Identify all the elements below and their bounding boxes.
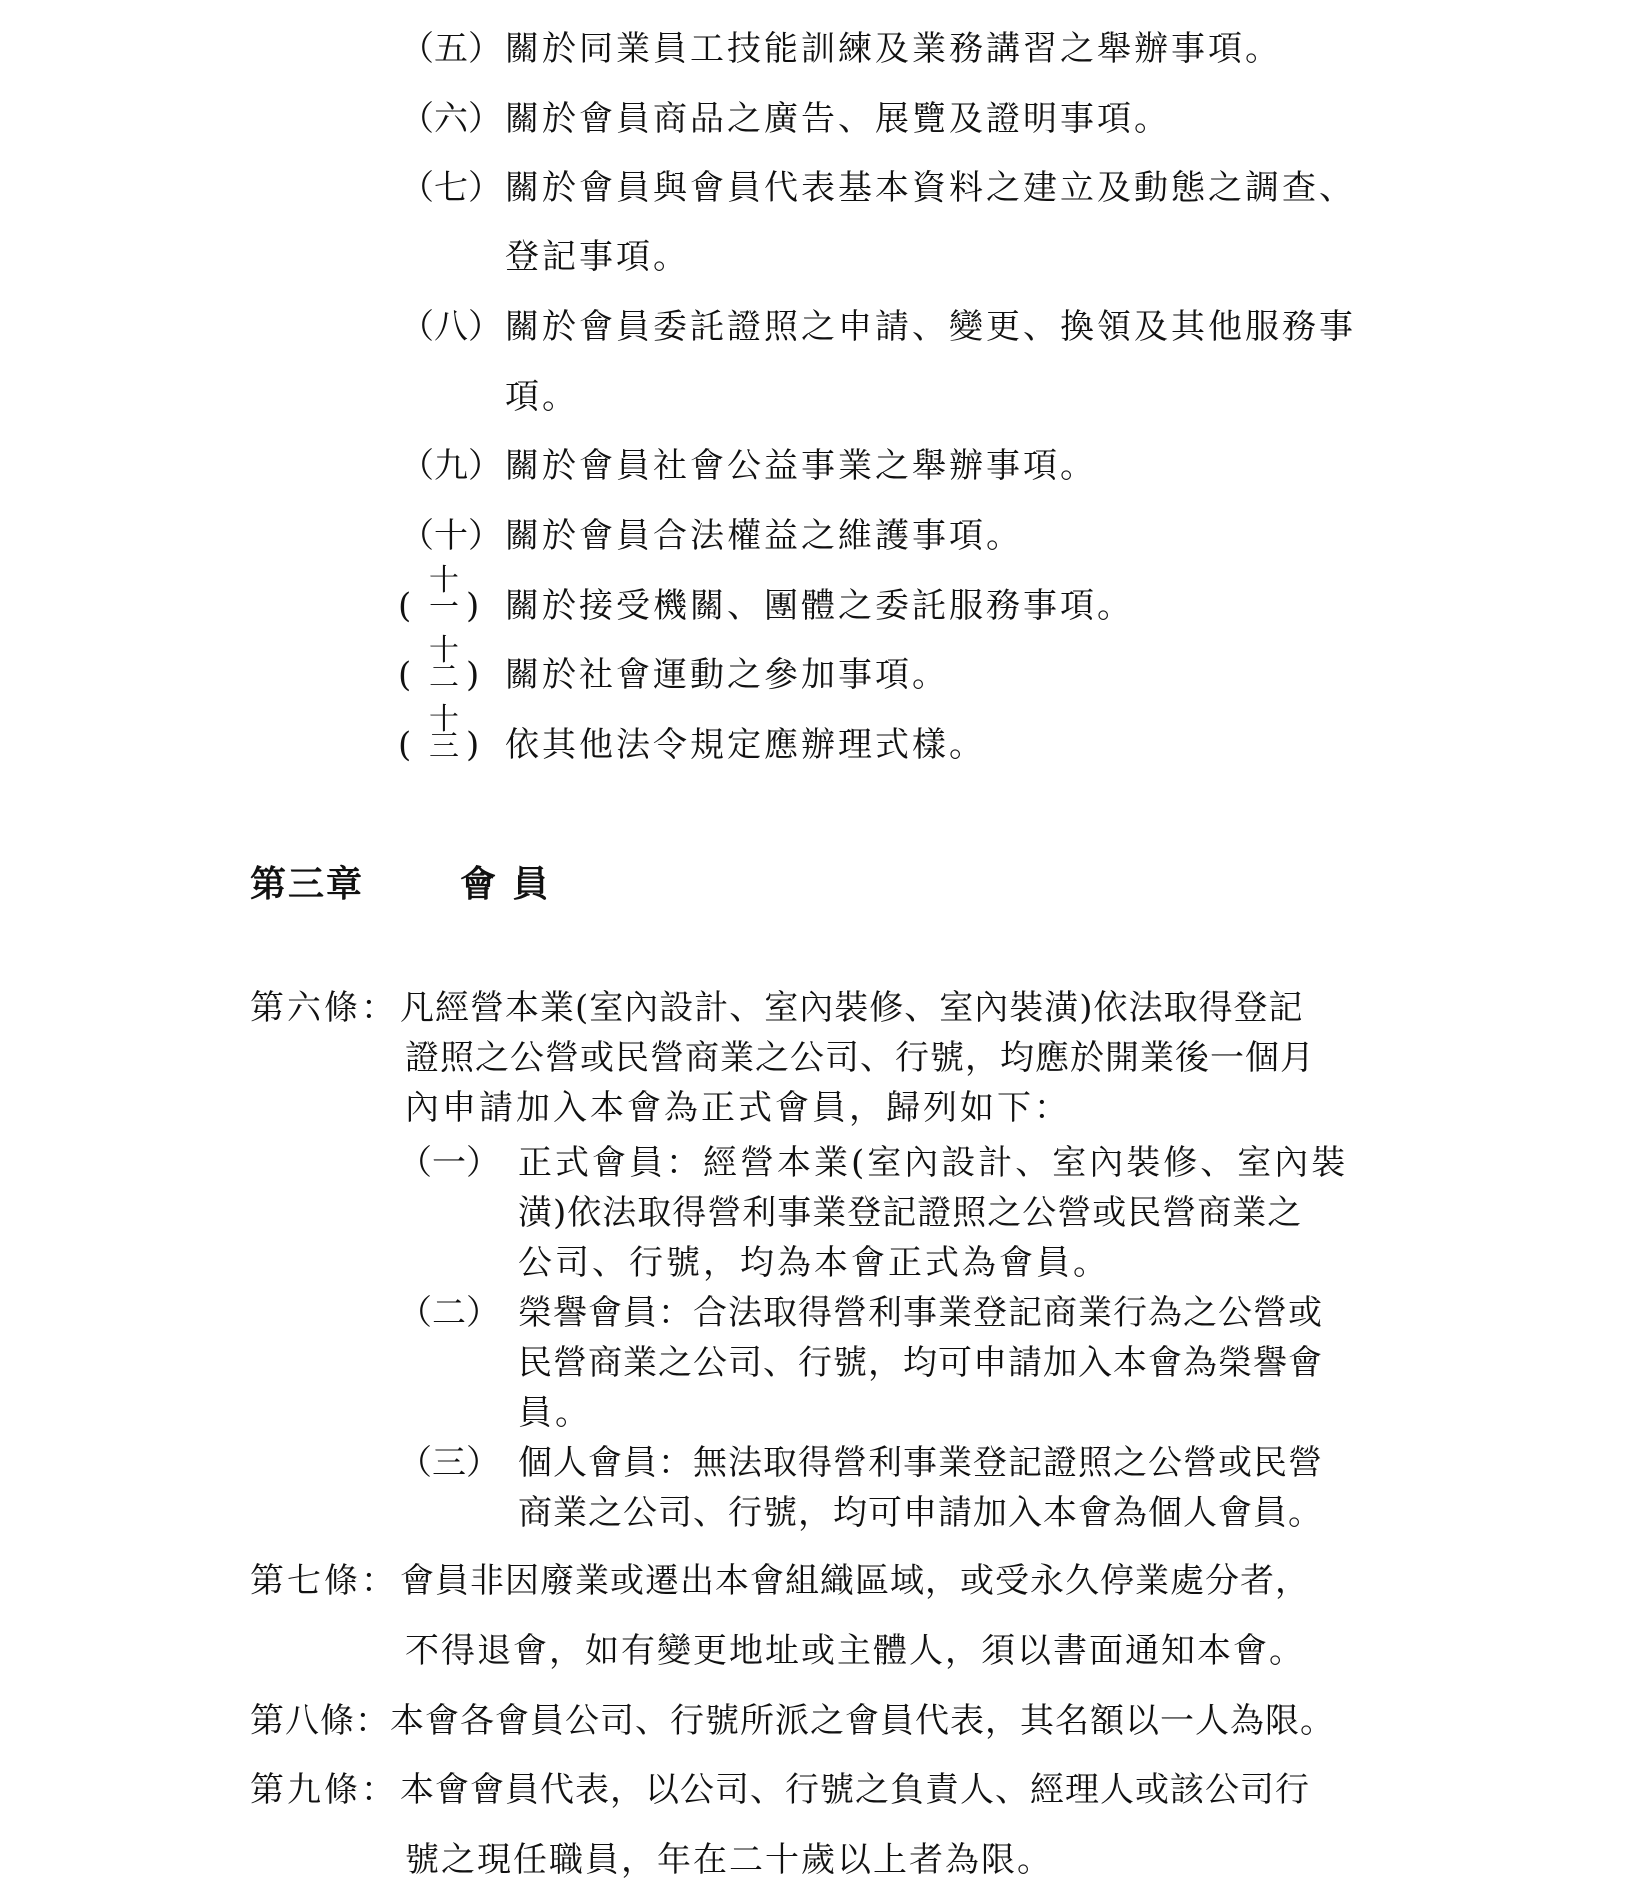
article-text: 會員非因廢業或遷出本會組織區域，或受永久停業處分者，	[400, 1561, 1310, 1601]
paren-close: )	[466, 655, 480, 695]
subitem-text: 員。	[518, 1393, 592, 1433]
article-text: 內申請加入本會為正式會員，歸列如下：	[405, 1088, 1071, 1128]
item-text: 關於會員商品之廣告、展覽及證明事項。	[505, 99, 1171, 139]
subitem-text: 潢)依法取得營利事業登記證照之公營或民營商業之	[518, 1193, 1303, 1233]
stacked-number-top: 十	[429, 702, 459, 737]
item-text: 關於會員與會員代表基本資料之建立及動態之調查、	[505, 168, 1356, 208]
subitem-text: 商業之公司、行號，均可申請加入本會為個人會員。	[518, 1493, 1323, 1533]
subitem-text: 正式會員：經營本業(室內設計、室內裝修、室內裝	[518, 1143, 1349, 1183]
subitem-text: 榮譽會員：合法取得營利事業登記商業行為之公營或	[518, 1293, 1323, 1333]
article-label: 第八條：	[250, 1701, 390, 1741]
stacked-number	[426, 633, 462, 695]
article-text: 證照之公營或民營商業之公司、行號，均應於開業後一個月	[405, 1038, 1315, 1078]
item-marker: （六）	[400, 99, 502, 139]
item-marker: （九）	[400, 446, 502, 486]
chapter-title: 會 員	[460, 864, 551, 905]
article-text: 本會會員代表，以公司、行號之負責人、經理人或該公司行	[400, 1770, 1310, 1810]
article-text: 號之現任職員，年在二十歲以上者為限。	[405, 1840, 1053, 1880]
paren-open: (	[398, 586, 412, 626]
article-text: 不得退會，如有變更地址或主體人，須以書面通知本會。	[405, 1631, 1305, 1671]
item-text: 關於社會運動之參加事項。	[505, 655, 949, 695]
item-text: 項。	[505, 377, 579, 417]
stacked-number-bottom: 一	[429, 590, 459, 625]
paren-open: (	[398, 725, 412, 765]
item-text: 關於會員社會公益事業之舉辦事項。	[505, 446, 1097, 486]
stacked-number-top: 十	[429, 633, 459, 668]
subitem-marker: （三）	[398, 1443, 500, 1483]
subitem-marker: （二）	[398, 1293, 500, 1333]
item-marker: （十）	[400, 516, 502, 556]
item-text: 關於接受機關、團體之委託服務事項。	[505, 586, 1134, 626]
article-label: 第七條：	[250, 1561, 398, 1601]
item-text: 關於會員委託證照之申請、變更、換領及其他服務事	[505, 307, 1356, 347]
paren-close: )	[466, 586, 480, 626]
subitem-text: 個人會員：無法取得營利事業登記證照之公營或民營	[518, 1443, 1323, 1483]
stacked-number	[426, 702, 462, 764]
item-text: 依其他法令規定應辦理式樣。	[505, 725, 986, 765]
paren-open: (	[398, 655, 412, 695]
article-label: 第六條：	[250, 988, 398, 1028]
stacked-number-bottom: 三	[429, 729, 459, 764]
subitem-text: 公司、行號，均為本會正式為會員。	[518, 1243, 1110, 1283]
stacked-number-bottom: 二	[429, 660, 459, 695]
item-marker: （五）	[400, 29, 502, 69]
article-label: 第九條：	[250, 1770, 398, 1810]
subitem-text: 民營商業之公司、行號，均可申請加入本會為榮譽會	[518, 1343, 1323, 1383]
item-text: 登記事項。	[505, 237, 690, 277]
stacked-number-top: 十	[429, 563, 459, 598]
paren-close: )	[466, 725, 480, 765]
item-marker: （七）	[400, 168, 502, 208]
subitem-marker: （一）	[398, 1143, 500, 1183]
item-text: 關於同業員工技能訓練及業務講習之舉辦事項。	[505, 29, 1282, 69]
item-text: 關於會員合法權益之維護事項。	[505, 516, 1023, 556]
stacked-number	[426, 563, 462, 625]
article-text: 本會各會員公司、行號所派之會員代表，其名額以一人為限。	[390, 1701, 1335, 1741]
chapter-number: 第三章	[250, 864, 365, 905]
item-marker: （八）	[400, 307, 502, 347]
article-text: 凡經營本業(室內設計、室內裝修、室內裝潢)依法取得登記	[400, 988, 1304, 1028]
